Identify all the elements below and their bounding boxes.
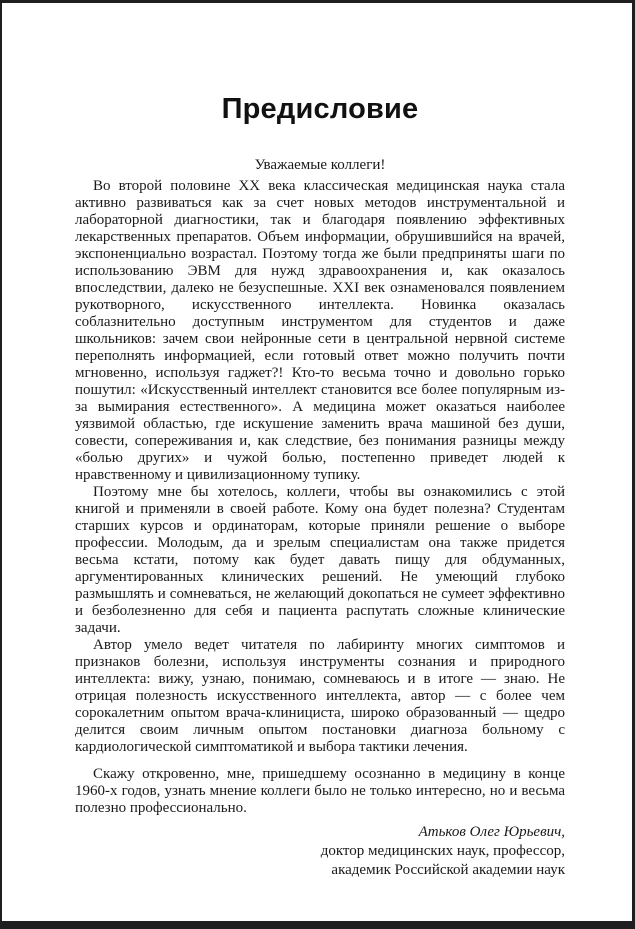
signature-degree: доктор медицинских наук, профессор, [320,843,565,859]
body-paragraph-4: Скажу откровенно, мне, пришедшему осознанно в медицину в конце 1960-х годов, узнать мнение коллеги было не только интересно, но и весьма полезно профессионально. [75,766,565,816]
signature-name: Атьков Олег Юрьевич, [418,824,565,840]
page-title: Предисловие [221,93,419,125]
signature-academy: академик Российской академии наук [331,862,565,878]
body-paragraph-3: Автор умело ведет читателя по лабиринту многих симптомов и признаков болезни, используя инструменты сознания и природного интеллекта: вижу, узнаю, понимаю, сомневаюсь и в итоге — знаю. Не отрицая полезность искусственного интеллекта, автор — с более чем сорокалетним опытом врача-клинициста, широко образованный — щедро делится своим личным опытом постановки диагноза больному с кардиологической симптоматикой и выбора тактики лечения. [75,637,565,755]
document-page [2,3,632,921]
body-paragraph-1: Во второй половине XX века классическая медицинская наука стала активно развиваться как за счет новых методов инструментальной и лабораторной диагностики, так и благодаря появлению эффективных лекарственных препаратов. Объем информации, обрушившийся на врачей, экспоненциально возрастал. Поэтому тогда же были предприняты шаги по использованию ЭВМ для нужд здравоохранения и, как оказалось впоследствии, далеко не безуспешные. XXI век ознаменовался появлением рукотворного, искусственного интеллекта. Новинка оказалась соблазнительно доступным инструментом для студентов и даже школьников: зачем свои нейронные сети в центральной нервной системе переполнять информацией, если готовый ответ можно получить почти мгновенно, используя гаджет?! Кто-то весьма точно и довольно горько пошутил: «Искусственный интеллект становится все более популярным из-за вымирания естественного». А медицина может оказаться наиболее уязвимой областью, где искушение заменить врача машиной без души, совести, сопереживания и, как следствие, без понимания разницы между «болью других» и чужой болью, постепенно приведет людей к нравственному и цивилизационному тупику. [75,178,565,483]
body-paragraph-2: Поэтому мне бы хотелось, коллеги, чтобы вы ознакомились с этой книгой и применяли в своей работе. Кому она будет полезна? Студентам старших курсов и ординаторам, которые приняли решение о выборе профессии. Молодым, да и зрелым специалистам она также придется весьма кстати, потому как будет давать пищу для обдуманных, аргументированных клинических решений. Не умеющий глубоко размышлять и сомневаться, не желающий докопаться не сумеет эффективно и безболезненно для себя и пациента распутать сложные клинические задачи. [75,484,565,636]
signature-block [75,823,565,880]
salutation-text: Уважаемые коллеги! [254,157,386,173]
